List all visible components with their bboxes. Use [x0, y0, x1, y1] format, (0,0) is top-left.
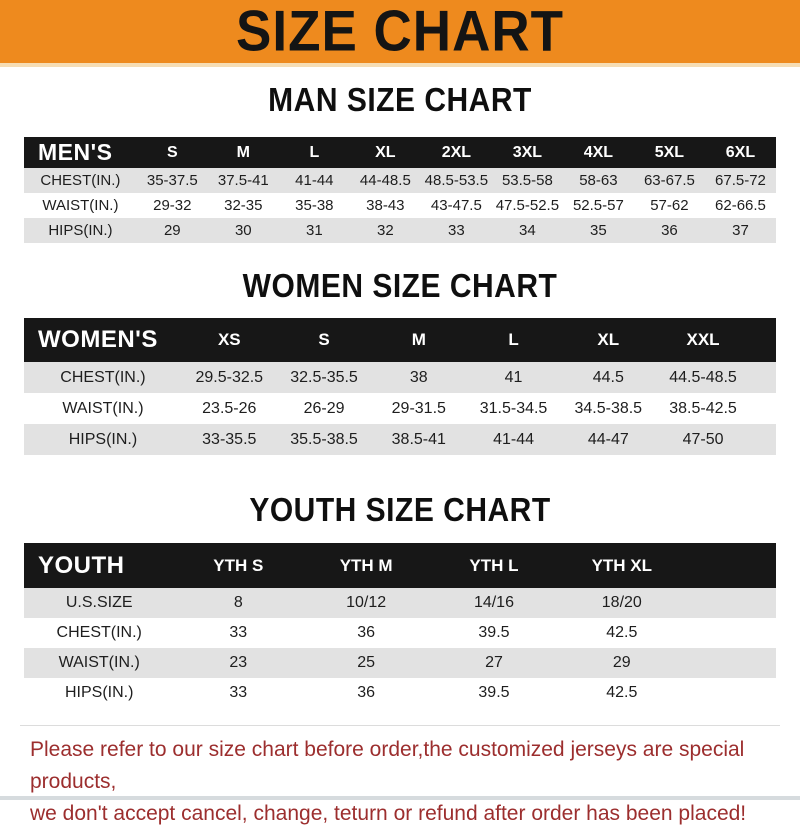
women-waist-row — [24, 393, 776, 424]
size-value-cell: 42.5 — [606, 624, 638, 641]
men-table-label: MEN'S — [24, 137, 137, 168]
size-value-cell: 8 — [233, 594, 243, 611]
size-value-cell: 44-47 — [587, 430, 629, 448]
size-value-cell: 26-29 — [303, 399, 345, 417]
youth-waist-row — [24, 648, 776, 678]
disclaimer-line-1: Please refer to our size chart before order,the customized jerseys are special products, — [30, 738, 745, 793]
youth-hips-row — [24, 678, 776, 708]
row-spacer — [750, 393, 776, 424]
youth-header-row — [24, 543, 776, 588]
row-label: U.S.SIZE — [65, 594, 133, 611]
size-value-cell: 42.5 — [606, 684, 638, 701]
band-spacer — [750, 318, 776, 362]
row-label: HIPS(IN.) — [48, 222, 113, 239]
men-header-row — [24, 137, 776, 168]
size-value-cell: 63-67.5 — [643, 172, 695, 189]
women-size-col: XS — [182, 318, 277, 362]
size-value-cell: 35 — [590, 222, 607, 239]
size-value-cell: 37 — [732, 222, 749, 239]
row-spacer — [686, 678, 776, 708]
size-value-cell: 10/12 — [346, 594, 387, 611]
size-value-cell: 38.5-42.5 — [669, 399, 737, 417]
band-spacer — [686, 543, 776, 588]
size-value-cell: 29 — [163, 222, 181, 239]
size-value-cell: 23.5-26 — [202, 399, 257, 417]
size-value-cell: 31 — [305, 222, 323, 239]
size-value-cell: 23 — [229, 654, 248, 671]
size-value-cell: 47.5-52.5 — [495, 197, 560, 214]
women-section-title: WOMEN SIZE CHART — [242, 267, 558, 305]
size-value-cell: 39.5 — [478, 684, 510, 701]
size-value-cell: 36 — [357, 684, 376, 701]
men-chest-row — [24, 168, 776, 193]
size-value-cell: 33 — [448, 222, 465, 239]
size-value-cell: 34.5-38.5 — [574, 399, 643, 417]
row-label: CHEST(IN.) — [56, 624, 142, 641]
size-value-cell: 34 — [519, 222, 536, 239]
disclaimer-line-2: we don't accept cancel, change, teturn or refund after order has been placed! — [30, 802, 747, 825]
size-value-cell: 41 — [504, 368, 523, 386]
women-size-col: XL — [561, 318, 656, 362]
youth-section — [0, 493, 800, 708]
size-value-cell: 44.5 — [592, 368, 624, 386]
size-value-cell: 44.5-48.5 — [669, 368, 737, 386]
women-size-col: XXL — [656, 318, 751, 362]
size-value-cell: 38 — [409, 368, 428, 386]
size-value-cell: 33-35.5 — [202, 430, 257, 448]
youth-size-col: YTH S — [174, 543, 302, 588]
size-value-cell: 62-66.5 — [715, 197, 766, 214]
size-value-cell: 29 — [612, 654, 631, 671]
men-size-col: 4XL — [563, 137, 634, 168]
size-value-cell: 32.5-35.5 — [290, 368, 358, 386]
men-section — [0, 83, 800, 243]
size-value-cell: 35-38 — [295, 197, 334, 214]
size-value-cell: 18/20 — [601, 594, 642, 611]
youth-table-label: YOUTH — [24, 543, 174, 588]
women-size-col: L — [466, 318, 561, 362]
size-value-cell: 37.5-41 — [217, 172, 269, 189]
disclaimer — [20, 725, 780, 830]
size-value-cell: 36 — [661, 222, 678, 239]
men-size-col: 2XL — [421, 137, 492, 168]
men-waist-row — [24, 193, 776, 218]
row-spacer — [750, 424, 776, 455]
men-size-col: S — [137, 137, 208, 168]
size-value-cell: 14/16 — [473, 594, 514, 611]
women-hips-row — [24, 424, 776, 455]
row-label: WAIST(IN.) — [58, 654, 140, 671]
size-value-cell: 35.5-38.5 — [290, 430, 358, 448]
women-header-row — [24, 318, 776, 362]
men-size-table — [24, 137, 776, 243]
youth-section-title: YOUTH SIZE CHART — [249, 491, 551, 529]
youth-size-col: YTH M — [302, 543, 430, 588]
women-table-label: WOMEN'S — [24, 318, 182, 362]
size-value-cell: 38.5-41 — [391, 430, 446, 448]
row-label: CHEST(IN.) — [60, 368, 146, 386]
row-label: WAIST(IN.) — [62, 399, 144, 417]
size-value-cell: 32-35 — [224, 197, 263, 214]
size-value-cell: 53.5-58 — [501, 172, 553, 189]
youth-chest-row — [24, 618, 776, 648]
size-value-cell: 31.5-34.5 — [479, 399, 548, 417]
row-label: HIPS(IN.) — [68, 430, 138, 448]
size-value-cell: 27 — [485, 654, 503, 671]
size-value-cell: 44-48.5 — [359, 172, 411, 189]
size-value-cell: 29-31.5 — [391, 399, 446, 417]
size-value-cell: 52.5-57 — [572, 197, 624, 214]
women-size-table — [24, 318, 776, 455]
size-value-cell: 33 — [229, 624, 248, 641]
size-value-cell: 43-47.5 — [430, 197, 482, 214]
size-value-cell: 29.5-32.5 — [195, 368, 264, 386]
men-size-col: 3XL — [492, 137, 563, 168]
size-value-cell: 58-63 — [579, 172, 618, 189]
women-size-col: S — [277, 318, 372, 362]
size-value-cell: 29-32 — [153, 197, 192, 214]
men-section-title: MAN SIZE CHART — [268, 81, 532, 119]
size-value-cell: 57-62 — [650, 197, 689, 214]
women-size-col: M — [371, 318, 466, 362]
row-label: HIPS(IN.) — [64, 684, 134, 701]
bottom-edge — [0, 796, 800, 800]
size-value-cell: 41-44 — [295, 172, 334, 189]
men-size-col: 6XL — [705, 137, 776, 168]
row-label: CHEST(IN.) — [40, 172, 121, 189]
size-value-cell: 41-44 — [493, 430, 534, 448]
row-spacer — [686, 648, 776, 678]
youth-ussize-row — [24, 588, 776, 618]
row-spacer — [686, 588, 776, 618]
size-value-cell: 32 — [377, 222, 394, 239]
men-size-col: L — [279, 137, 350, 168]
women-chest-row — [24, 362, 776, 393]
size-value-cell: 67.5-72 — [715, 172, 766, 189]
size-value-cell: 36 — [357, 624, 376, 641]
size-value-cell: 25 — [357, 654, 376, 671]
men-hips-row — [24, 218, 776, 243]
size-value-cell: 33 — [229, 684, 248, 701]
size-value-cell: 39.5 — [478, 624, 510, 641]
row-spacer — [750, 362, 776, 393]
youth-size-col: YTH XL — [558, 543, 686, 588]
banner-title: SIZE CHART — [236, 0, 564, 64]
size-value-cell: 30 — [234, 222, 252, 239]
size-value-cell: 48.5-53.5 — [424, 172, 489, 189]
row-label: WAIST(IN.) — [42, 197, 119, 214]
men-size-col: XL — [350, 137, 421, 168]
women-section — [0, 269, 800, 455]
size-value-cell: 47-50 — [682, 430, 724, 448]
size-value-cell: 38-43 — [366, 197, 405, 214]
youth-size-table — [24, 543, 776, 708]
row-spacer — [686, 618, 776, 648]
size-chart-banner — [0, 0, 800, 67]
men-size-col: 5XL — [634, 137, 705, 168]
men-size-col: M — [208, 137, 279, 168]
size-value-cell: 35-37.5 — [146, 172, 198, 189]
youth-size-col: YTH L — [430, 543, 558, 588]
